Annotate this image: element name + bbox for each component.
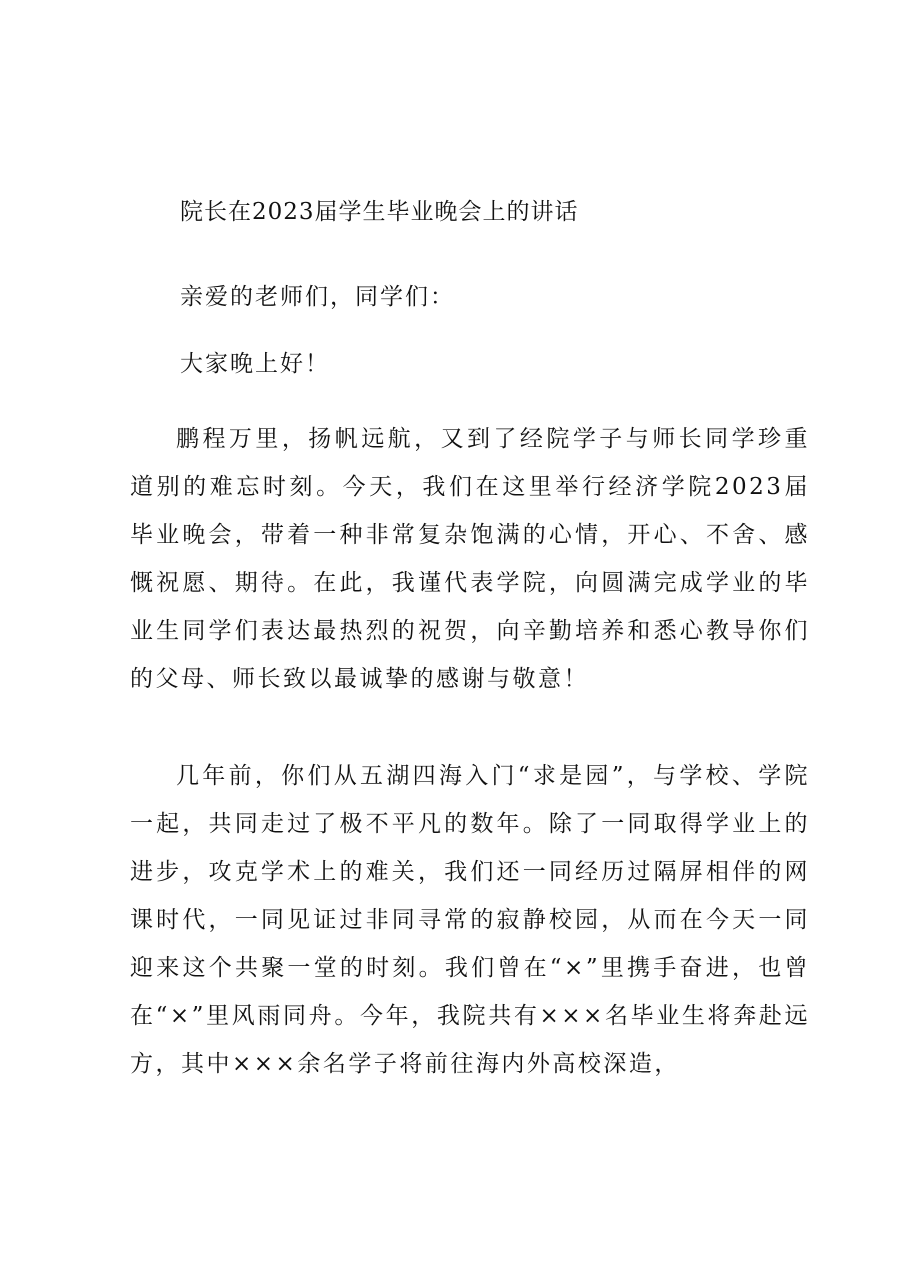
paragraph: 鹏程万里，扬帆远航，又到了经院学子与师长同学珍重道别的难忘时刻。今天，我们在这里举行经济学院2023届毕业晚会，带着一种非常复杂饱满的心情，开心、不舍、感慨祝愿、期待。在此，我谨代表学院，向圆满完成学业的毕业生同学们表达最热烈的祝贺，向辛勤培养和悉心教导你们的父母、师长致以最诚挚的感谢与敬意！ (130, 426, 810, 692)
salutation: 亲爱的老师们，同学们： (180, 284, 455, 310)
greeting: 大家晚上好！ (180, 351, 330, 377)
document-title: 院长在2023届学生毕业晚会上的讲话 (180, 199, 579, 225)
paragraph: 几年前，你们从五湖四海入门“求是园”，与学校、学院一起，共同走过了极不平凡的数年。除了一同取得学业上的进步，攻克学术上的难关，我们还一同经历过隔屏相伴的网课时代，一同见证过非同寻常的寂静校园，从而在今天一同迎来这个共聚一堂的时刻。我们曾在“×”里携手奋进，也曾在“×”里风雨同舟。今年，我院共有×××名毕业生将奔赴远方，其中×××余名学子将前往海内外高校深造， (130, 763, 810, 1077)
